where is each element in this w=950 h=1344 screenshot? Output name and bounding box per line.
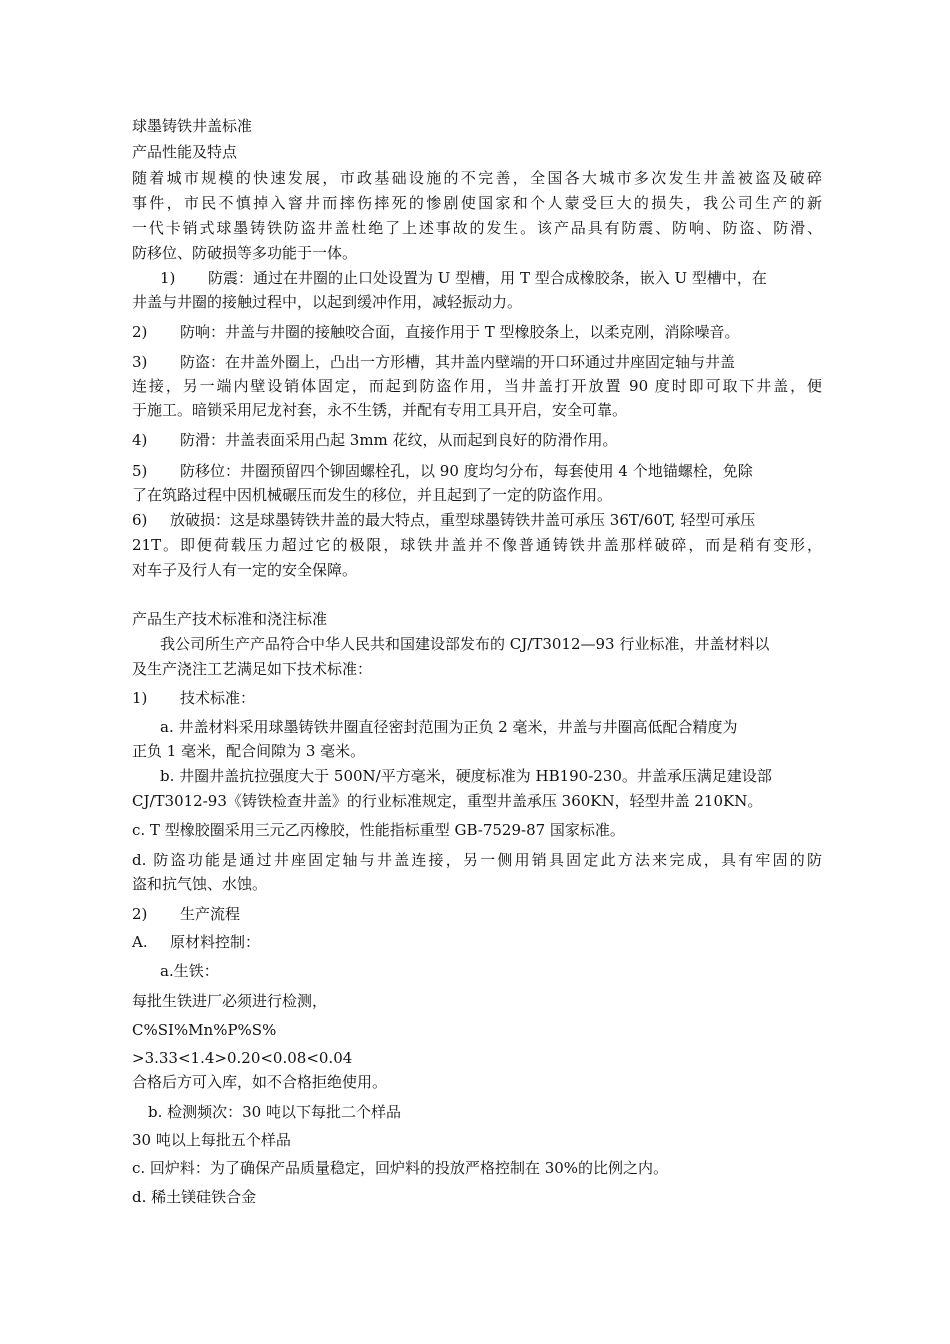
list-number: 1) — [132, 689, 148, 707]
list-number: 3) — [132, 353, 148, 371]
feature-item-5 — [132, 461, 753, 481]
raw-item-b: b. 检测频次：30 吨以下每批二个样品 — [148, 1103, 401, 1121]
tech-item-c: c. T 型橡胶圈采用三元乙丙橡胶，性能指标重型 GB-7529-87 国家标准。 — [132, 821, 625, 839]
feature-text: 了在筑路过程中因机械碾压而发生的移位，并且起到了一定的防盗作用。 — [132, 486, 613, 504]
list-number: 6) — [132, 511, 148, 529]
feature-item-2 — [132, 322, 740, 342]
feature-text: 21T。即便荷载压力超过它的极限，球铁井盖并不像普通铸铁井盖那样破碎，而是稍有变形， — [132, 536, 822, 554]
tech-item-b: b. 井圈井盖抗拉强度大于 500N/平方毫米，硬度标准为 HB190-230。井盖承压满足建设部 — [160, 767, 772, 785]
list-number: 5) — [132, 462, 148, 480]
raw-material-heading — [132, 932, 260, 952]
feature-text: 防移位：井圈预留四个铆固螺栓孔，以 90 度均匀分布，每套使用 4 个地锚螺栓，免除 — [180, 462, 753, 480]
list-number: 2) — [132, 323, 148, 341]
list-number: 4) — [132, 431, 148, 449]
feature-text: 于施工。暗锁采用尼龙衬套，永不生锈，并配有专用工具开启，安全可靠。 — [132, 401, 628, 419]
tech-standard-heading — [132, 688, 255, 708]
raw-item-b-cont: 30 吨以上每批五个样品 — [132, 1131, 291, 1149]
feature-text: 防滑：井盖表面采用凸起 3mm 花纹，从而起到良好的防滑作用。 — [180, 431, 618, 449]
feature-text: 防震：通过在井圈的止口处设置为 U 型槽，用 T 型合成橡胶条，嵌入 U 型槽中，在 — [208, 269, 767, 287]
feature-item-3 — [132, 352, 735, 372]
intro-line: 防移位、防破损等多功能于一体。 — [132, 244, 358, 262]
feature-item-1 — [160, 268, 822, 288]
intro-line: 一代卡销式球墨铸铁防盗井盖杜绝了上述事故的发生。该产品具有防震、防响、防盗、防滑、 — [132, 219, 822, 237]
feature-text: 对车子及行人有一定的安全保障。 — [132, 561, 358, 579]
feature-text: 放破损：这是球墨铸铁井盖的最大特点，重型球墨铸铁井盖可承压 36T/60T, 轻型可承压 — [170, 511, 756, 529]
feature-item-4 — [132, 430, 618, 450]
raw-item-a: a.生铁： — [160, 962, 219, 980]
raw-item-a-desc: 每批生铁进厂必须进行检测， — [132, 992, 328, 1010]
intro-line: 事件，市民不慎掉入窨井而摔伤摔死的惨剧使国家和个人蒙受巨大的损失，我公司生产的新 — [132, 194, 822, 212]
list-number: 1) — [160, 269, 176, 287]
document-title: 球墨铸铁井盖标准 — [132, 117, 253, 135]
tech-item-a: a. 井盖材料采用球墨铸铁井圈直径密封范围为正负 2 毫米，井盖与井圈高低配合精度为 — [160, 718, 738, 736]
raw-item-a-limits: >3.33<1.4>0.20<0.08<0.04 — [132, 1049, 353, 1067]
process-label: 生产流程 — [180, 905, 241, 923]
tech-item-b-cont: CJ/T3012-93《铸铁检查井盖》的行业标准规定，重型井盖承压 360KN，轻型井盖 210KN。 — [132, 792, 763, 810]
feature-text: 连接，另一端内壁设销体固定，而起到防盗作用，当井盖打开放置 90 度时即可取下井盖，便 — [132, 377, 822, 395]
section-heading-performance: 产品性能及特点 — [132, 143, 238, 161]
tech-standard-label: 技术标准： — [180, 689, 256, 707]
feature-item-6 — [132, 510, 755, 530]
list-number: 2) — [132, 905, 148, 923]
raw-item-a-result: 合格后方可入库，如不合格拒绝使用。 — [132, 1073, 388, 1091]
raw-item-a-elements: C%SI%Mn%P%S% — [132, 1021, 277, 1039]
feature-text: 井盖与井圈的接触过程中，以起到缓冲作用，减轻振动力。 — [132, 293, 523, 311]
section2-intro-line: 及生产浇注工艺满足如下技术标准： — [132, 660, 373, 678]
list-letter: A. — [132, 933, 148, 951]
raw-item-c: c. 回炉料：为了确保产品质量稳定，回炉料的投放严格控制在 30%的比例之内。 — [132, 1159, 669, 1177]
feature-text: 防盗：在井盖外圈上，凸出一方形槽，其井盖内壁端的开口环通过井座固定轴与井盖 — [180, 353, 736, 371]
intro-line: 随着城市规模的快速发展，市政基础设施的不完善，全国各大城市多次发生井盖被盗及破碎 — [132, 169, 822, 187]
tech-item-d-cont: 盗和抗气蚀、水蚀。 — [132, 875, 268, 893]
raw-material-label: 原材料控制： — [170, 933, 261, 951]
section-heading-standards: 产品生产技术标准和浇注标准 — [132, 610, 328, 628]
process-heading — [132, 904, 240, 924]
raw-item-d: d. 稀土镁硅铁合金 — [132, 1188, 257, 1206]
tech-item-d: d. 防盗功能是通过井座固定轴与井盖连接，另一侧用销具固定此方法来完成，具有牢固的防 — [132, 851, 822, 869]
tech-item-a-cont: 正负 1 毫米，配合间隙为 3 毫米。 — [132, 742, 366, 760]
feature-text: 防响：井盖与井圈的接触咬合面，直接作用于 T 型橡胶条上，以柔克刚，消除噪音。 — [180, 323, 740, 341]
section2-intro-line: 我公司所生产产品符合中华人民共和国建设部发布的 CJ/T3012—93 行业标准，井盖材料以 — [160, 635, 770, 653]
